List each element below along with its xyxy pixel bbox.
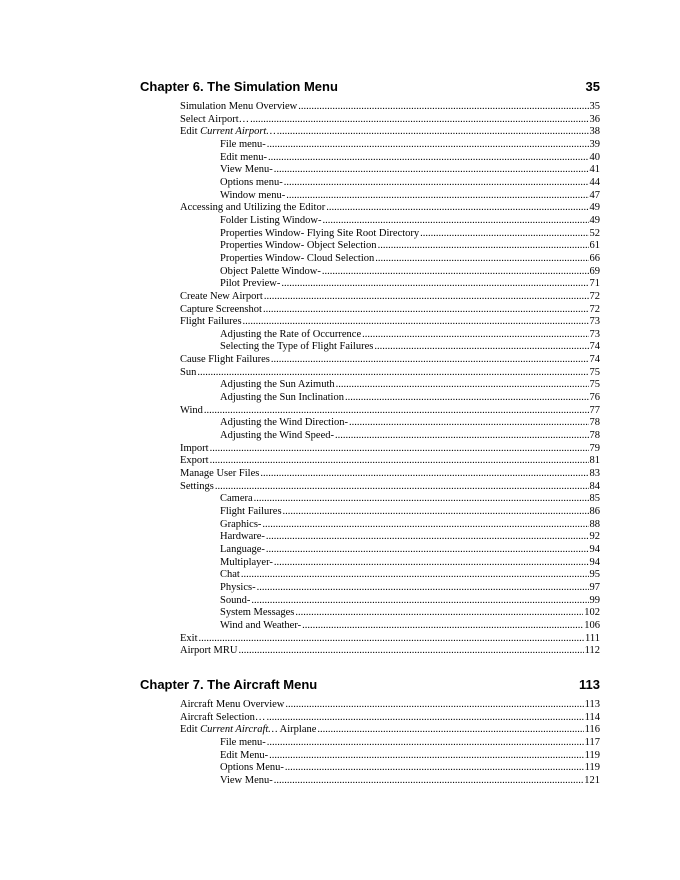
toc-page-number: 35 (589, 101, 600, 112)
dot-leader (362, 329, 588, 342)
chapter-6-toc-list (180, 101, 600, 658)
toc-page-number: 84 (589, 480, 600, 492)
toc-entry[interactable] (180, 712, 600, 725)
toc-entry-title-text: Flight Failures (180, 316, 242, 328)
dot-leader (266, 544, 589, 557)
dot-leader (374, 341, 588, 354)
toc-entry-title-text: Adjusting the Rate of Occurrence (220, 328, 362, 340)
toc-entry-title-text: Select Airport… (180, 113, 250, 125)
toc-entry-title (220, 595, 251, 608)
toc-page-number: 106 (584, 619, 600, 631)
toc-entry-title-text: Properties Window- Object Selection (220, 240, 377, 252)
dot-leader (243, 316, 589, 329)
toc-subentry[interactable] (180, 544, 600, 557)
toc-subentry[interactable] (180, 278, 600, 291)
dot-leader (199, 633, 585, 646)
toc-page-number: 92 (589, 531, 600, 543)
chapter-6-heading (140, 79, 600, 94)
chapter-page-number: 35 (585, 79, 600, 94)
toc-entry-title-text: Cause Flight Failures (180, 354, 270, 366)
toc-page-number: 66 (589, 252, 600, 264)
toc-subentry[interactable] (180, 329, 600, 342)
toc-entry-title-text: Edit Menu- (220, 749, 269, 761)
toc-entry[interactable] (180, 126, 600, 139)
toc-entry-title-text: Flight Failures (220, 506, 282, 517)
dot-leader (267, 737, 584, 750)
toc-entry-title (220, 582, 257, 595)
toc-entry[interactable] (180, 101, 600, 114)
dot-leader (281, 278, 588, 291)
toc-entry-title-text: Edit menu- (220, 151, 267, 163)
toc-entry-title-text: File menu- (220, 736, 266, 748)
toc-entry-title-text: Wind (180, 404, 203, 416)
toc-page-number: 44 (589, 176, 600, 188)
dot-leader (260, 468, 588, 481)
toc-page-number: 94 (589, 556, 600, 568)
toc-page-number: 72 (589, 303, 600, 315)
toc-entry-title-text: Adjusting the Wind Direction- (220, 417, 348, 429)
toc-entry-title-text: Selecting the Type of Flight Failures (220, 341, 374, 353)
toc-page-number: 61 (589, 240, 600, 252)
toc-entry-title-text: Window menu- (220, 189, 286, 201)
dot-leader (257, 582, 589, 595)
dot-leader (284, 177, 589, 190)
toc-subentry[interactable] (180, 417, 600, 430)
dot-leader (277, 126, 589, 139)
toc-subentry[interactable] (180, 190, 600, 203)
toc-entry-title-text: Create New Airport (180, 290, 263, 302)
dot-leader (210, 455, 589, 468)
toc-page-number: 85 (589, 493, 600, 505)
toc-entry-title (180, 443, 210, 456)
toc-entry-title-text: Options Menu- (220, 762, 284, 774)
toc-page-number: 114 (584, 711, 600, 723)
toc-subentry[interactable] (180, 379, 600, 392)
toc-entry-title (180, 633, 199, 646)
toc-entry-title-text: Properties Window- Flying Site Root Directory (220, 227, 420, 239)
toc-entry-title (180, 304, 263, 317)
toc-entry-title-text: Sun (180, 366, 197, 378)
toc-entry-title (180, 405, 204, 418)
toc-entry-title-text: File menu- (220, 138, 266, 150)
toc-entry-title-text: Sound- (220, 594, 251, 606)
toc-page-number: 102 (584, 607, 600, 619)
toc-entry-title-text: Physics- (220, 581, 256, 593)
toc-entry[interactable] (180, 114, 600, 127)
toc-entry-title-italic: Current Aircraft… (200, 724, 278, 736)
toc-subentry[interactable] (180, 506, 600, 519)
toc-entry-title-text: Wind and Weather- (220, 619, 302, 631)
dot-leader (349, 417, 589, 430)
dot-leader (375, 253, 588, 266)
toc-entry-title (220, 569, 241, 582)
toc-entry-title (180, 291, 264, 304)
toc-entry-title (220, 775, 274, 788)
toc-subentry[interactable] (180, 228, 600, 241)
toc-entry-title (220, 417, 349, 430)
toc-entry-title-text: Language- (220, 543, 265, 555)
toc-entry-title-text: View Menu- (220, 774, 273, 786)
toc-entry-title-text: Camera (220, 493, 253, 505)
toc-entry-title (220, 177, 284, 190)
toc-entry[interactable] (180, 699, 600, 712)
toc-entry-title (220, 164, 274, 177)
dot-leader (250, 114, 588, 127)
toc-entry[interactable] (180, 468, 600, 481)
toc-entry-title-text: Properties Window- Cloud Selection (220, 252, 375, 264)
dot-leader (322, 266, 589, 279)
dot-leader (241, 569, 589, 582)
toc-entry-title (180, 724, 317, 737)
toc-page-number: 75 (589, 366, 600, 378)
toc-entry-title (220, 278, 281, 291)
toc-entry-title-text: Settings (180, 480, 214, 492)
toc-subentry[interactable] (180, 152, 600, 165)
toc-page-number: 47 (589, 189, 600, 201)
toc-subentry[interactable] (180, 582, 600, 595)
toc-entry-title (180, 101, 298, 114)
toc-entry-title (220, 750, 269, 763)
toc-subentry[interactable] (180, 607, 600, 620)
toc-entry-title-text: Capture Screenshot (180, 303, 262, 315)
dot-leader (317, 724, 583, 737)
toc-entry-title (220, 493, 254, 506)
dot-leader (322, 215, 588, 228)
toc-entry[interactable] (180, 455, 600, 468)
toc-entry-title-text: Import (180, 442, 209, 454)
toc-page-number: 36 (589, 113, 600, 125)
dot-leader (274, 775, 584, 788)
toc-subentry[interactable] (180, 737, 600, 750)
toc-entry[interactable] (180, 316, 600, 329)
chapter-page-number: 113 (579, 677, 600, 692)
toc-entry[interactable] (180, 367, 600, 380)
toc-subentry[interactable] (180, 775, 600, 788)
toc-entry-title (220, 152, 268, 165)
dot-leader (285, 762, 584, 775)
toc-entry-title (220, 506, 283, 519)
dot-leader (266, 531, 589, 544)
toc-entry-title (220, 190, 286, 203)
toc-subentry[interactable] (180, 557, 600, 570)
toc-entry[interactable] (180, 202, 600, 215)
toc-page-number: 78 (589, 417, 600, 429)
dot-leader (274, 164, 589, 177)
toc-entry-title (220, 139, 267, 152)
toc-entry-title-text: Multiplayer- (220, 556, 273, 568)
toc-entry-title-text: Folder Listing Window- (220, 214, 322, 226)
dot-leader (263, 304, 589, 317)
toc-entry-title (220, 762, 285, 775)
toc-page-number: 83 (589, 468, 600, 480)
toc-entry-title-text: Airport MRU (180, 645, 238, 657)
toc-entry-title (220, 737, 267, 750)
toc-entry[interactable] (180, 645, 600, 658)
chapter-title: Chapter 6. The Simulation Menu (140, 79, 338, 94)
toc-page-number: 78 (589, 430, 600, 442)
toc-page-number: 49 (589, 214, 600, 226)
toc-entry-title-text: Manage User Files (180, 468, 260, 480)
toc-entry[interactable] (180, 405, 600, 418)
toc-entry-title (220, 240, 378, 253)
toc-entry-title (220, 519, 262, 532)
dot-leader (378, 240, 589, 253)
toc-entry-title-text: Adjusting the Sun Inclination (220, 392, 344, 404)
toc-page-number: 81 (589, 455, 600, 467)
toc-entry-title-text: Edit (180, 126, 201, 138)
toc-entry-title (180, 468, 260, 481)
toc-subentry[interactable] (180, 177, 600, 190)
toc-page-number: 74 (589, 341, 600, 353)
toc-subentry[interactable] (180, 240, 600, 253)
toc-page-number: 119 (584, 749, 600, 761)
toc-page-number: 95 (589, 569, 600, 581)
toc-page-number: 113 (584, 699, 600, 710)
toc-page-number: 86 (589, 506, 600, 517)
dot-leader (271, 354, 589, 367)
toc-page-number: 116 (584, 724, 600, 736)
dot-leader (254, 493, 589, 506)
toc-entry-title (180, 126, 277, 139)
toc-entry-title-text: Aircraft Selection… (180, 711, 266, 723)
chapter-7-toc-list (180, 699, 600, 788)
dot-leader (204, 405, 589, 418)
toc-entry-title (180, 316, 243, 329)
toc-entry-title (220, 341, 374, 354)
dot-leader (264, 291, 589, 304)
dot-leader (269, 750, 584, 763)
toc-page-number: 97 (589, 581, 600, 593)
toc-entry-title-text: Adjusting the Wind Speed- (220, 430, 334, 442)
toc-entry-title (220, 392, 345, 405)
toc-page-number: 112 (584, 645, 600, 657)
toc-page-number: 79 (589, 442, 600, 454)
toc-entry-title (220, 253, 375, 266)
toc-page-number: 74 (589, 354, 600, 366)
toc-entry-title-text: View Menu- (220, 164, 273, 176)
toc-entry-title (180, 699, 285, 712)
toc-entry-title (220, 266, 322, 279)
toc-page-number: 73 (589, 316, 600, 328)
toc-entry-title-text: Hardware- (220, 531, 265, 543)
toc-entry-title-text: Options menu- (220, 176, 283, 188)
toc-page-number: 38 (589, 126, 600, 138)
toc-entry-title (220, 607, 295, 620)
toc-entry-title-text: Graphics- (220, 518, 262, 530)
toc-entry-title (180, 202, 326, 215)
toc-entry-title (220, 379, 336, 392)
toc-page-number: 40 (589, 151, 600, 163)
toc-entry-title-text: Accessing and Utilizing the Editor (180, 202, 326, 214)
toc-entry[interactable] (180, 481, 600, 494)
toc-entry-title (220, 228, 420, 241)
toc-subentry[interactable] (180, 519, 600, 532)
dot-leader (197, 367, 588, 380)
dot-leader (210, 443, 589, 456)
toc-page-number: 69 (589, 265, 600, 277)
chapter-title: Chapter 7. The Aircraft Menu (140, 677, 318, 692)
chapter-7-heading (140, 677, 600, 692)
toc-entry-title-text: Exit (180, 632, 198, 644)
dot-leader (295, 607, 583, 620)
dot-leader (268, 152, 589, 165)
toc-subentry[interactable] (180, 569, 600, 582)
toc-entry-title-text: Object Palette Window- (220, 265, 321, 277)
dot-leader (420, 228, 588, 241)
toc-entry[interactable] (180, 354, 600, 367)
toc-page-number: 73 (589, 328, 600, 340)
toc-subentry[interactable] (180, 253, 600, 266)
dot-leader (266, 712, 583, 725)
toc-entry[interactable] (180, 724, 600, 737)
toc-page-number: 39 (589, 138, 600, 150)
dot-leader (335, 430, 589, 443)
toc-entry-title (180, 354, 271, 367)
toc-entry-title-text: Export (180, 455, 209, 467)
toc-page-number: 121 (584, 774, 600, 786)
toc-entry-title (220, 215, 322, 228)
dot-leader (298, 101, 588, 114)
dot-leader (336, 379, 589, 392)
dot-leader (215, 481, 589, 494)
toc-entry-title (180, 712, 266, 725)
dot-leader (238, 645, 583, 658)
toc-subentry[interactable] (180, 266, 600, 279)
toc-entry-title (220, 430, 335, 443)
toc-entry-title-suffix: Airplane (277, 724, 317, 736)
toc-page-number: 94 (589, 543, 600, 555)
toc-entry-title (180, 455, 210, 468)
dot-leader (302, 620, 583, 633)
toc-subentry[interactable] (180, 595, 600, 608)
toc-entry-title (220, 531, 266, 544)
toc-subentry[interactable] (180, 215, 600, 228)
toc-page-number: 76 (589, 392, 600, 404)
toc-entry-title-text: Pilot Preview- (220, 278, 281, 290)
toc-page-number: 49 (589, 202, 600, 214)
toc-entry[interactable] (180, 291, 600, 304)
toc-entry-title-text: Aircraft Menu Overview (180, 699, 285, 710)
toc-page-number: 72 (589, 290, 600, 302)
toc-subentry[interactable] (180, 762, 600, 775)
toc-page-number: 41 (589, 164, 600, 176)
toc-entry-title (180, 645, 238, 658)
toc-entry-title (180, 481, 215, 494)
toc-entry-title-text: Simulation Menu Overview (180, 101, 298, 112)
toc-page-number: 111 (585, 632, 600, 644)
dot-leader (262, 519, 588, 532)
dot-leader (326, 202, 588, 215)
toc-page-number: 117 (584, 736, 600, 748)
toc-entry-title-italic: Current Airport… (200, 126, 276, 138)
toc-entry[interactable] (180, 633, 600, 646)
toc-entry-title-text: System Messages (220, 607, 295, 619)
dot-leader (251, 595, 588, 608)
toc-entry-title-text: Edit (180, 724, 201, 736)
toc-page-number: 75 (589, 379, 600, 391)
toc-subentry[interactable] (180, 341, 600, 354)
dot-leader (285, 699, 583, 712)
toc-entry-title (220, 544, 266, 557)
toc-entry-title-text: Chat (220, 569, 240, 581)
toc-page-number: 77 (589, 404, 600, 416)
dot-leader (267, 139, 589, 152)
toc-subentry[interactable] (180, 620, 600, 633)
dot-leader (283, 506, 589, 519)
toc-subentry[interactable] (180, 531, 600, 544)
toc-subentry[interactable] (180, 750, 600, 763)
toc-subentry[interactable] (180, 164, 600, 177)
dot-leader (274, 557, 589, 570)
toc-page-number: 52 (589, 227, 600, 239)
toc-page-number: 71 (589, 278, 600, 290)
toc-page-number: 88 (589, 518, 600, 530)
toc-subentry[interactable] (180, 493, 600, 506)
toc-subentry[interactable] (180, 430, 600, 443)
toc-entry-title (180, 367, 197, 380)
toc-entry-title (180, 114, 250, 127)
toc-entry[interactable] (180, 443, 600, 456)
toc-entry-title (220, 329, 362, 342)
toc-page-number: 99 (589, 594, 600, 606)
toc-entry-title-text: Adjusting the Sun Azimuth (220, 379, 335, 391)
dot-leader (345, 392, 589, 405)
toc-entry-title (220, 557, 274, 570)
toc-page-number: 119 (584, 762, 600, 774)
toc-subentry[interactable] (180, 392, 600, 405)
dot-leader (286, 190, 588, 203)
toc-subentry[interactable] (180, 139, 600, 152)
toc-entry[interactable] (180, 304, 600, 317)
toc-entry-title (220, 620, 302, 633)
